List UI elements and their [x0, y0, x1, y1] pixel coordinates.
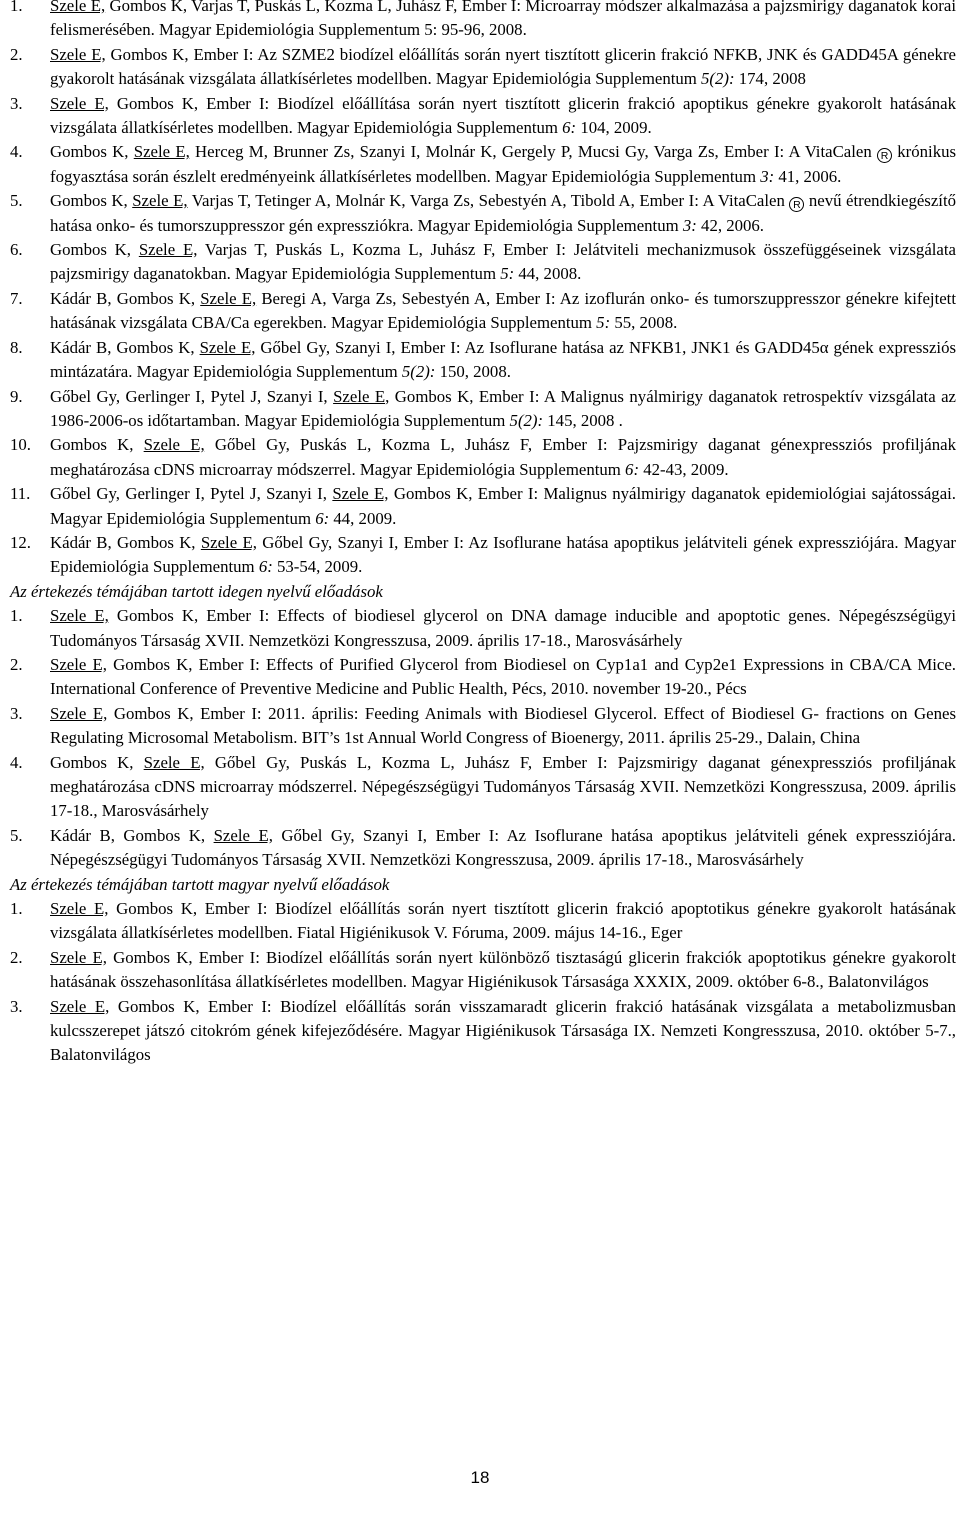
- reference-number: 7.: [10, 288, 23, 308]
- author-highlight: Szele E,: [200, 288, 257, 308]
- journal-volume: 6:: [562, 118, 577, 138]
- journal-volume: 6:: [315, 508, 330, 528]
- section-heading: Az értekezés témájában tartott magyar nyelvű előadások: [10, 874, 390, 894]
- reference-segment: Gombos K, Ember I: Az SZME2 biodízel előállítás során nyert tisztított glicerin frakció NFKB, JNK és GADD45A génekre gyakorolt hatásának vizsgálata állatkísérletes modellben. Magyar Epidemiológia Supplementum: [50, 44, 956, 89]
- reference-item: [10, 43, 956, 92]
- reference-segment: Gőbel Gy, Puskás L, Kozma L, Juhász F, Ember I: Pajzsmirigy daganat génexpressziós profiljának meghatározása cDNS microarray módszerrel. Magyar Epidemiológia Supplementum: [50, 435, 956, 479]
- reference-segment: Gőbel Gy, Szanyi I, Ember I: Az Isoflurane hatása apoptikus jelátviteli gének expressziójára. Magyar Epidemiológia Supplementum: [50, 532, 957, 577]
- reference-segment: 44, 2009.: [329, 508, 397, 528]
- reference-item: [10, 824, 956, 873]
- reference-segment: 41, 2006.: [774, 166, 842, 186]
- reference-number: 1.: [10, 0, 23, 15]
- reference-item: [10, 482, 956, 531]
- reference-segment: Kádár B, Gombos K,: [50, 825, 214, 845]
- reference-segment: Gombos K, Ember I: Biodízel előállítás során nyert tisztított glicerin frakció apoptotikus génekre gyakorolt hatásának vizsgálata állatkísérletes modellben. Fiatal Higiénikusok V. Fóruma, 2009. május 14-16., Eger: [50, 899, 956, 943]
- reference-segment: 53-54, 2009.: [272, 557, 363, 577]
- reference-number: 5.: [10, 825, 23, 845]
- reference-segment: 44, 2008.: [514, 264, 582, 284]
- reference-segment: Varjas T, Puskás L, Kozma L, Juhász F, Ember I: Jelátviteli mechanizmusok összefüggéseinek vizsgálata pajzsmirigy daganatokban. Magyar Epidemiológia Supplementum: [50, 240, 956, 284]
- reference-text: [50, 702, 956, 751]
- reference-segment: Gőbel Gy, Szanyi I, Ember I: Az Isoflurane hatása az NFKB1, JNK1 és GADD45α gének expressziós mintázatára. Magyar Epidemiológia Supplementum: [50, 337, 956, 382]
- reference-number: 4.: [10, 752, 23, 772]
- reference-item: [10, 604, 956, 653]
- journal-volume: 5(2):: [701, 69, 735, 89]
- reference-text: [50, 336, 956, 385]
- reference-item: [10, 92, 956, 141]
- section-foreign-language-talks: [10, 580, 956, 873]
- reference-number: 2.: [10, 44, 23, 64]
- author-highlight: Szele E,: [333, 386, 390, 406]
- publication-list: [10, 0, 956, 1068]
- reference-item: [10, 897, 956, 946]
- reference-text: [50, 751, 956, 824]
- section-heading: Az értekezés témájában tartott idegen nyelvű előadások: [10, 581, 383, 601]
- registered-mark-icon: R: [789, 197, 804, 212]
- reference-segment: Gőbel Gy, Puskás L, Kozma L, Juhász F, Ember I: Pajzsmirigy daganat génexpressziós profiljának meghatározása cDNS microarray módszerrel. Népegészségügyi Tudományos Társaság XVII. Nemzetközi Kongresszusa, 2009. április 17-18., Marosvásárhely: [50, 752, 956, 821]
- registered-mark-icon: R: [877, 148, 892, 163]
- reference-text: [50, 604, 956, 653]
- reference-segment: 174, 2008: [734, 69, 806, 89]
- reference-item: [10, 140, 956, 189]
- reference-segment: Kádár B, Gombos K,: [50, 288, 201, 308]
- author-highlight: Szele E,: [199, 337, 256, 357]
- reference-item: [10, 238, 956, 287]
- reference-text: [50, 287, 956, 336]
- reference-number: 2.: [10, 654, 23, 674]
- reference-segment: krónikus fogyasztása során észlelt eredményeink állatkísérletes modellben. Magyar Epidemiológia Supplementum: [50, 142, 956, 186]
- reference-segment: Gombos K, Ember I: Biodízel előállítás során nyert különböző tisztaságú glicerin frakciók apoptotikus génekre gyakorolt hatásának összehasonlítása állatkísérletes modellben. Magyar Higiénikusok Társasága XXXIX, 2009. október 6-8., Balatonvilágos: [50, 947, 956, 992]
- reference-segment: Varjas T, Tetinger A, Molnár K, Varga Zs, Sebestyén A, Tibold A, Ember I: A VitaCalen: [187, 191, 790, 211]
- reference-text: [50, 531, 956, 580]
- author-highlight: Szele E,: [138, 240, 198, 260]
- reference-text: [50, 92, 956, 141]
- author-highlight: Szele E,: [143, 435, 205, 455]
- reference-text: [50, 0, 956, 43]
- author-highlight: Szele E,: [50, 606, 109, 626]
- reference-number: 11.: [10, 484, 31, 504]
- reference-segment: 42-43, 2009.: [639, 459, 729, 479]
- author-highlight: Szele E,: [50, 947, 107, 967]
- journal-volume: 5(2):: [401, 362, 436, 382]
- reference-segment: Gombos K, Ember I: Biodízel előállítása során nyert tisztított glicerin frakció apoptikus génekre gyakorolt hatásának vizsgálata állatkísérletes modellben. Magyar Epidemiológia Supplementum: [50, 93, 956, 138]
- author-highlight: Szele E,: [50, 0, 106, 15]
- reference-segment: nevű étrendkiegészítő hatása onko- és tumorszuppresszor gén expressziókra. Magyar Epidemiológia Supplementum: [50, 191, 956, 235]
- reference-number: 5.: [10, 191, 23, 211]
- reference-segment: Gombos K, Ember I: Biodízel előállítás során visszamaradt glicerin frakció hatásának vizsgálata a metabolizmusban kulcsszerepet játszó citokróm gének kifejeződésére. Magyar Higiénikusok Társasága IX. Nemzeti Kongresszusa, 2010. október 5-7., Balatonvilágos: [50, 996, 956, 1065]
- reference-item: [10, 946, 956, 995]
- reference-segment: 150, 2008.: [435, 362, 511, 382]
- reference-number: 2.: [10, 947, 23, 967]
- reference-number: 6.: [10, 240, 23, 260]
- reference-segment: Kádár B, Gombos K,: [50, 337, 200, 357]
- reference-text: [50, 482, 956, 531]
- reference-number: 1.: [10, 899, 23, 919]
- reference-item: [10, 531, 956, 580]
- author-highlight: Szele E,: [133, 142, 190, 162]
- reference-segment: 145, 2008 .: [543, 410, 623, 430]
- reference-item: [10, 995, 956, 1068]
- reference-segment: Kádár B, Gombos K,: [50, 532, 201, 552]
- reference-segment: 42, 2006.: [696, 215, 764, 235]
- author-highlight: Szele E,: [50, 899, 109, 919]
- reference-segment: 55, 2008.: [610, 313, 678, 333]
- reference-number: 1.: [10, 606, 23, 626]
- reference-item: [10, 751, 956, 824]
- reference-text: [50, 385, 956, 434]
- reference-text: [50, 946, 956, 995]
- reference-segment: Beregi A, Varga Zs, Sebestyén A, Ember I: Az izoflurán onko- és tumorszuppresszor génekre kifejtett hatásának vizsgálata CBA/Ca egerekben. Magyar Epidemiológia Supplementum: [50, 288, 957, 333]
- reference-segment: Gombos K, Ember I: A Malignus nyálmirigy daganatok retrospektív vizsgálata az 1986-2006-os időtartamban. Magyar Epidemiológia Supplementum: [50, 386, 956, 430]
- author-highlight: Szele E,: [132, 191, 188, 211]
- reference-text: [50, 897, 956, 946]
- journal-volume: 3:: [682, 215, 697, 235]
- journal-volume: 5:: [500, 264, 515, 284]
- reference-item: [10, 385, 956, 434]
- reference-number: 12.: [10, 532, 31, 552]
- reference-item: [10, 653, 956, 702]
- reference-segment: Gőbel Gy, Gerlinger I, Pytel J, Szanyi I,: [50, 386, 334, 406]
- reference-segment: Herceg M, Brunner Zs, Szanyi I, Molnár K, Gergely P, Mucsi Gy, Varga Zs, Ember I: A VitaCalen: [189, 142, 877, 162]
- reference-text: [50, 433, 956, 482]
- reference-number: 9.: [10, 386, 23, 406]
- reference-segment: Gombos K,: [50, 142, 134, 162]
- reference-item: [10, 702, 956, 751]
- reference-segment: Gombos K, Varjas T, Puskás L, Kozma L, Juhász F, Ember I: Microarray módszer alkalmazása a pajzsmirigy daganatok korai felismerésében. Magyar Epidemiológia Supplementum 5: 95-96, 2008.: [50, 0, 956, 40]
- author-highlight: Szele E,: [50, 703, 108, 723]
- reference-text: [50, 238, 956, 287]
- reference-text: [50, 653, 956, 702]
- author-highlight: Szele E,: [50, 654, 107, 674]
- reference-segment: Gombos K, Ember I: Malignus nyálmirigy daganatok epidemiológiai sajátosságai. Magyar Epidemiológia Supplementum: [50, 484, 956, 528]
- reference-text: [50, 189, 956, 238]
- reference-segment: Gombos K, Ember I: Effects of Purified Glycerol from Biodiesel on Cyp1a1 and Cyp2e1 Expressions in CBA/CA Mice. International Conference of Preventive Medicine and Public Health, Pécs, 2010. november 19-20., Pécs: [50, 654, 957, 699]
- journal-volume: 5(2):: [509, 410, 544, 430]
- journal-volume: 5:: [596, 313, 611, 333]
- reference-segment: Gombos K, Ember I: Effects of biodiesel glycerol on DNA damage inducible and apoptotic genes. Népegészségügyi Tudományos Társaság XVII. Nemzetközi Kongresszusa, 2009. április 17-18., Marosvásárhely: [50, 606, 956, 650]
- reference-item: [10, 287, 956, 336]
- reference-segment: Gombos K,: [50, 191, 133, 211]
- reference-text: [50, 43, 956, 92]
- author-highlight: Szele E,: [200, 532, 257, 552]
- reference-segment: Gőbel Gy, Szanyi I, Ember I: Az Isoflurane hatása apoptikus jelátviteli gének expressziójára. Népegészségügyi Tudományos Társaság XVII. Nemzetközi Kongresszusa, 2009. április 17-18., Marosvásárhely: [50, 825, 956, 870]
- reference-text: [50, 995, 956, 1068]
- reference-segment: 104, 2009.: [576, 118, 652, 138]
- reference-number: 4.: [10, 142, 23, 162]
- reference-item: [10, 336, 956, 385]
- reference-number: 3.: [10, 703, 23, 723]
- reference-segment: Gombos K,: [50, 752, 144, 772]
- author-highlight: Szele E,: [332, 484, 389, 504]
- reference-number: 10.: [10, 435, 31, 455]
- section-hungarian-abstracts: [10, 0, 956, 580]
- reference-number: 3.: [10, 93, 23, 113]
- reference-segment: Gombos K,: [50, 240, 139, 260]
- reference-text: [50, 824, 956, 873]
- reference-item: [10, 0, 956, 43]
- journal-volume: 3:: [760, 166, 775, 186]
- reference-segment: Gombos K,: [50, 435, 144, 455]
- reference-number: 3.: [10, 996, 23, 1016]
- reference-segment: Gombos K, Ember I: 2011. április: Feeding Animals with Biodiesel Glycerol. Effect of Biodiesel G- fractions on Genes Regulating Microsomal Metabolism. BIT’s 1st Annual World Congress of Bioenergy, 2011. április 25-29., Dalain, China: [50, 703, 956, 748]
- reference-number: 8.: [10, 337, 23, 357]
- author-highlight: Szele E,: [50, 44, 106, 64]
- author-highlight: Szele E,: [213, 825, 273, 845]
- journal-volume: 6:: [258, 557, 273, 577]
- journal-volume: 6:: [625, 459, 640, 479]
- page-number: 18: [470, 1468, 490, 1487]
- reference-item: [10, 433, 956, 482]
- reference-segment: Gőbel Gy, Gerlinger I, Pytel J, Szanyi I,: [50, 484, 333, 504]
- author-highlight: Szele E,: [143, 752, 205, 772]
- author-highlight: Szele E,: [50, 996, 110, 1016]
- author-highlight: Szele E,: [50, 93, 109, 113]
- reference-item: [10, 189, 956, 238]
- reference-text: [50, 140, 956, 189]
- section-hungarian-talks: [10, 873, 956, 1068]
